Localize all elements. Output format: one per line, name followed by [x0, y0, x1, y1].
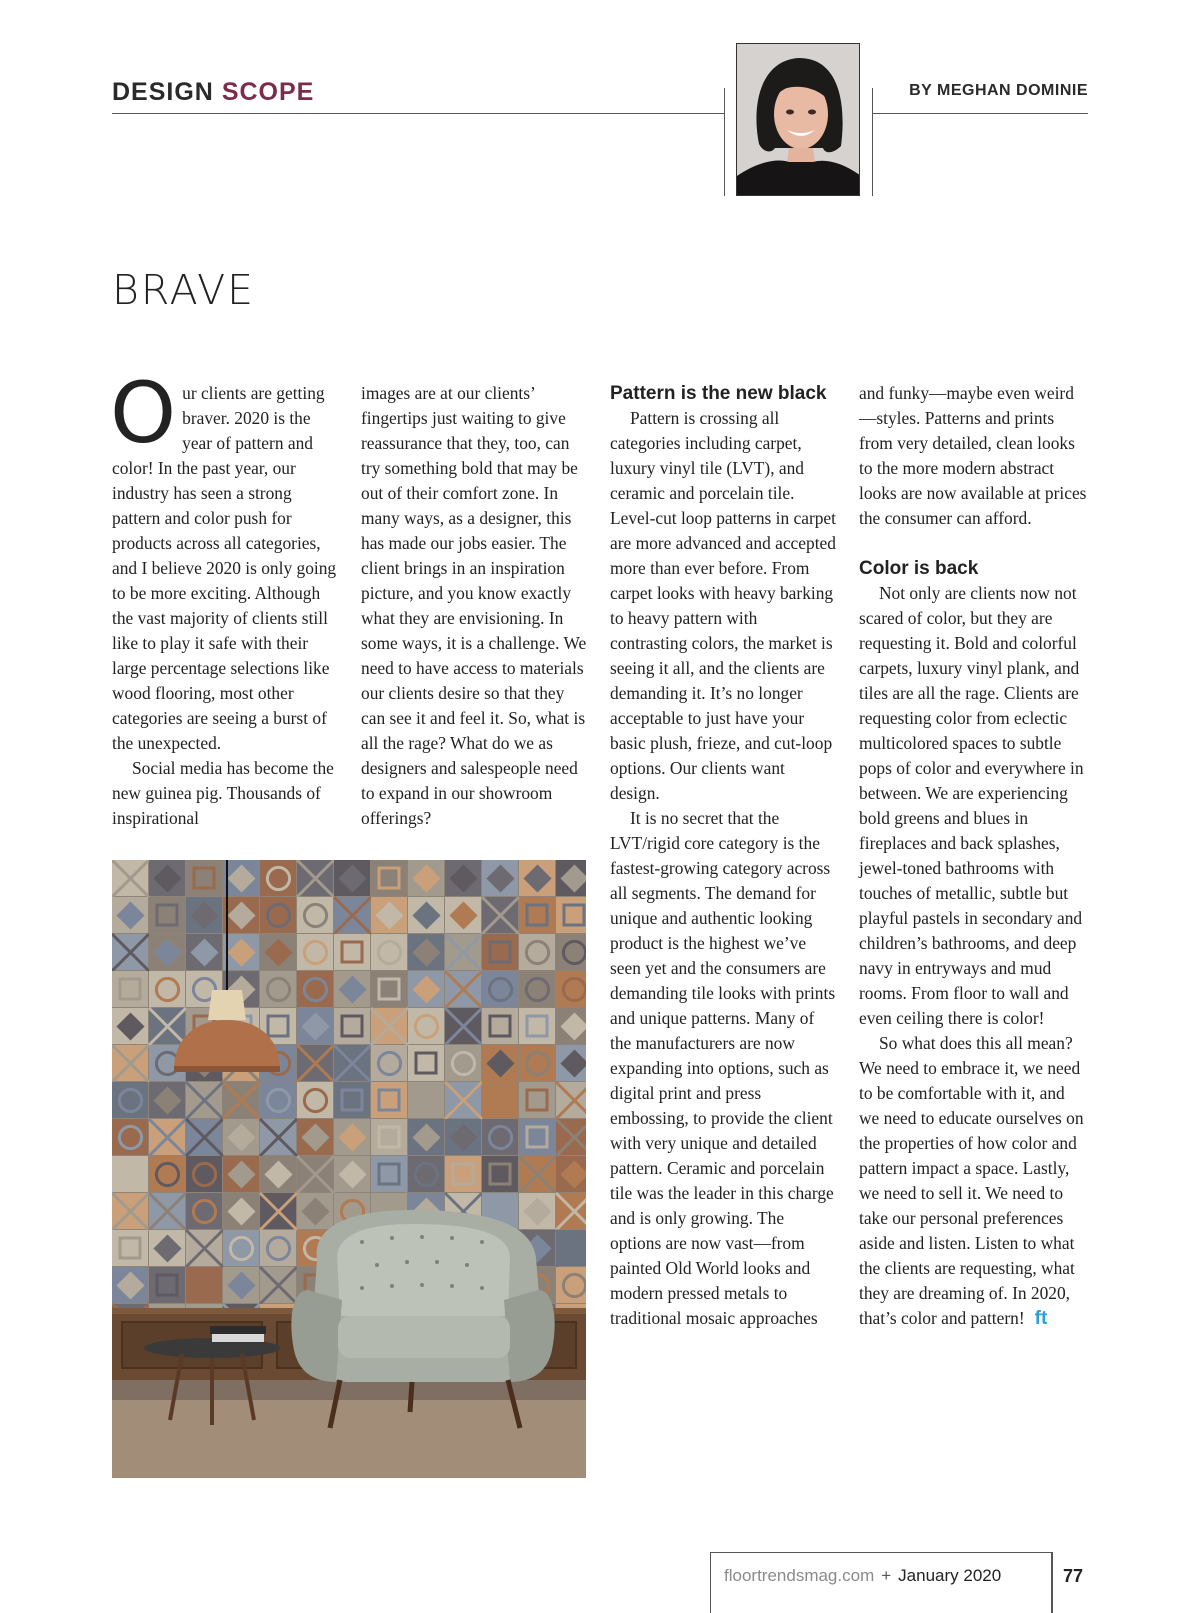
footer-issue: January 2020 — [898, 1566, 1002, 1585]
paragraph-text: So what does this all mean? We need to embrace it, we need to be comfortable with it, and we need to educate ourselves on the properties of how color and pattern impact a space. Lastly, we need to sell it. We need to take our personal preferences aside and listen. Listen to what the clients are requesting, what they are dreaming of. In 2020, that’s color and pattern! — [859, 1033, 1084, 1328]
article-title: BRAVE — [112, 266, 256, 314]
header-divider-left — [724, 88, 725, 196]
header-rule-left — [112, 113, 724, 114]
subhead-pattern: Pattern is the new black — [610, 383, 827, 404]
article-column-3 — [610, 381, 836, 1331]
article-column-2 — [361, 381, 587, 831]
paragraph — [110, 364, 338, 756]
footer-site: floortrendsmag.com — [724, 1566, 875, 1585]
subhead-color: Color is back — [859, 558, 979, 579]
footer-divider — [1052, 1552, 1053, 1613]
end-mark-logo: ft — [1034, 1308, 1048, 1329]
paragraph: images are at our clients’ fingertips just waiting to give reassurance that they, too, can try something bold that may be out of their comfort zone. In many ways, as a designer, this has made our jobs easier. The client brings in an inspiration picture, and you know exactly what they are envisioning. In some ways, it is a challenge. We need to have access to materials our clients desire so that they can see it and feel it. So, what is all the rage? What do we as designers and salespeople need to expand in our showroom offerings? — [361, 383, 587, 828]
footer-separator: + — [881, 1566, 892, 1585]
paragraph: It is no secret that the LVT/rigid core category is the fastest-growing category across all segments. The demand for unique and authentic looking product is the highest we’ve seen yet and the consumers are demanding tile looks with prints and unique patterns. Many of the manufacturers are now expanding into options, such as digital print and press embossing, to provide the client with very unique and detailed pattern. Ceramic and porcelain tile was the leader in this charge and is only growing. The options are now vast—from painted Old World looks and modern pressed metals to traditional mosaic approaches — [610, 808, 836, 1328]
footer-folio — [724, 1566, 1001, 1586]
page-number: 77 — [1063, 1566, 1084, 1586]
paragraph: Pattern is crossing all categories including carpet, luxury vinyl tile (LVT), and ceramic and porcelain tile. Level-cut loop patterns in carpet are more advanced and accepted more than ever before. From carpet looks with heavy barking to heavy pattern with contrasting colors, the market is seeing it all, and the clients are demanding it. It’s no longer acceptable to just have your basic plush, frieze, and cut-loop options. Our clients want design. — [610, 408, 836, 803]
section-label-word1: DESIGN — [112, 78, 214, 106]
article-column-4 — [859, 381, 1087, 1331]
byline: BY MEGHAN DOMINIE — [909, 82, 1088, 99]
paragraph: Social media has become the new guinea pig. Thousands of inspirational — [112, 758, 334, 828]
section-label — [112, 78, 314, 107]
header-divider-right — [872, 88, 873, 196]
paragraph-text: ur clients are getting braver. 2020 is the year of pattern and color! In the past year, our industry has seen a strong pattern and color push for products across all categories, and I believe 2020 is only going to be more exciting. Although the vast majority of clients still like to play it safe with their large percentage selections like wood flooring, most other categories are seeing a burst of the unexpected. — [112, 383, 337, 753]
article-column-1 — [110, 364, 338, 831]
section-label-word2: SCOPE — [221, 78, 315, 106]
paragraph — [859, 1031, 1087, 1331]
paragraph: and funky—maybe even weird—styles. Patterns and prints from very detailed, clean looks to the more modern abstract looks are now available at prices the consumer can afford. — [859, 383, 1087, 528]
interior-photo — [112, 860, 586, 1478]
author-portrait — [736, 43, 860, 196]
drop-cap: O — [110, 364, 177, 462]
paragraph: Not only are clients now not scared of color, but they are requesting it. Bold and colorful carpets, luxury vinyl plank, and tiles are all the rage. Clients are requesting color from eclectic multicolored spaces to subtle pops of color and everywhere in between. We are experiencing bold greens and blues in fireplaces and back splashes, jewel-toned bathrooms with touches of metallic, subtle but playful pastels in secondary and children’s bathrooms, and deep navy in entryways and mud rooms. From floor to wall and even ceiling there is color! — [859, 583, 1084, 1028]
header-rule-right — [872, 113, 1088, 114]
spacer — [859, 531, 1087, 556]
